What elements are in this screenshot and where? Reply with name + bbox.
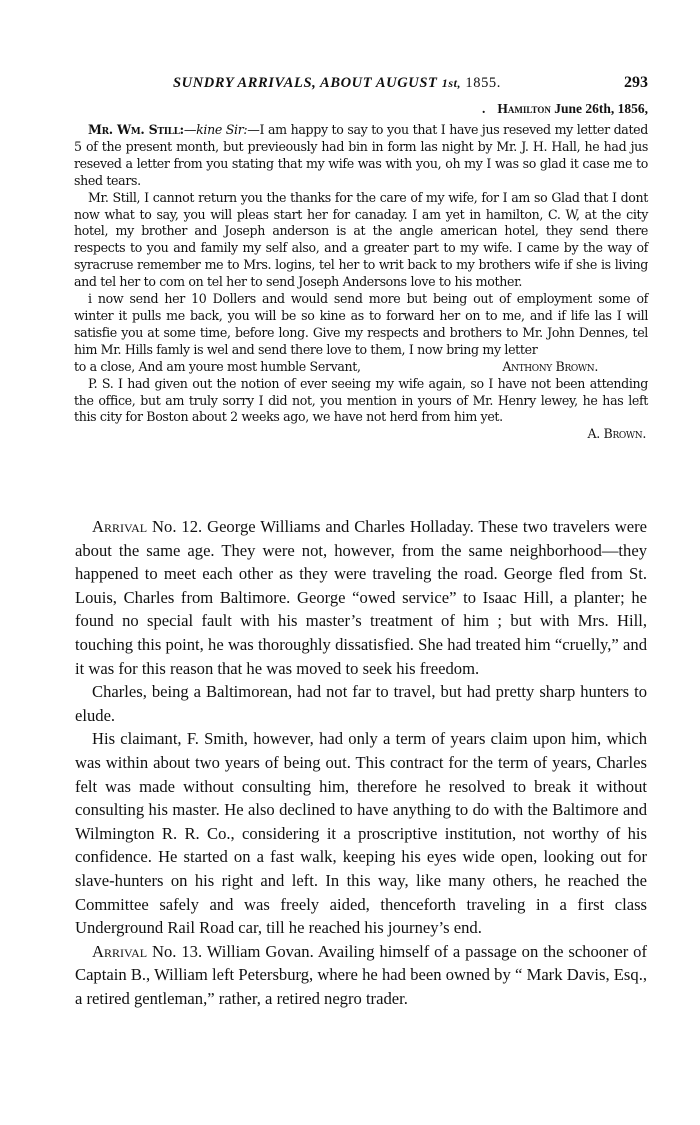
- page-number: 293: [624, 74, 648, 91]
- running-title-ordinal: 1st,: [441, 76, 462, 90]
- postscript: P. S. I had given out the notion of ever seeing my wife again, so I have not been attending the office, but am truly sorry I did not, you mention in yours of Mr. Henry lewey, he has left this city for Boston about 2 weeks ago, we have not herd from him yet.: [74, 375, 648, 425]
- salutation-separator: —: [183, 122, 197, 137]
- letter-dateline: [420, 100, 648, 118]
- charles-paragraph: Charles, being a Baltimorean, had not far to travel, but had pretty sharp hunters to elude.: [75, 682, 647, 725]
- salutation: Mr. Wm. Still:: [88, 122, 184, 137]
- claimant-paragraph: His claimant, F. Smith, however, had only a term of years claim upon him, which was within about two years of being out. This contract for the term of years, Charles felt was made without consulting him, therefore he resolved to break it without consulting his master. He also declined to have anything to do with the Baltimore and Wilmington R. R. Co., considering it a proscriptive institution, not worthy of his confidence. He started on a fast walk, keeping his eyes wide open, looking out for slave-hunters on his right and left. In this way, like many others, he reached the Committee safely and was freely aided, thenceforth traveling in a first class Underground Rail Road car, till he reached his journey’s end.: [75, 729, 647, 938]
- running-title: [173, 75, 501, 91]
- signature: Anthony Brown.: [502, 358, 598, 374]
- dateline-place: Hamilton: [497, 101, 551, 116]
- arrival-text: George Williams and Charles Holladay. These two travelers were about the same age. They were not, however, from the same neighborhood—they happened to meet each other as they were traveling the road. George fled from St. Louis, Charles from Baltimore. George “owed service” to Isaac Hill, a planter; he found no special fault with his master’s treatment of him ; but with Mrs. Hill, touching this point, he was thoroughly dissatisfied. She had treated him “cruelly,” and it was for this reason that he was moved to seek his freedom.: [75, 517, 648, 678]
- letter-block: [74, 122, 648, 443]
- closing-line: to a close, And am youre most humble Servant,: [74, 358, 361, 374]
- arrival-13-paragraph: [75, 940, 647, 1011]
- arrival-number: No. 12.: [152, 517, 203, 536]
- letter-paragraph: Mr. Still, I cannot return you the thanks for the care of my wife, for I am so Glad that I dont now what to say, you will pleas start her for canaday. I am yet in hamilton, C. W, at the city hotel, my brother and Joseph anderson is at the angle american hotel, they send there respects to you and family my self also, and a greater part to my wife. I came by the way of syracruse remember me to Mrs. logins, tel her to writ back to my brothers wife if she is living and tel her to com on tel her to send Joseph Andersons love to his mother.: [74, 189, 648, 290]
- letter-closing: [74, 359, 648, 376]
- postscript-signature: A. Brown.: [587, 426, 646, 442]
- kine-sir: kine Sir:: [196, 122, 248, 137]
- arrival-label: Arrival: [92, 941, 148, 961]
- body-text: [75, 515, 647, 1010]
- dateline-date: June 26th, 1856,: [554, 101, 648, 116]
- running-title-text: SUNDRY ARRIVALS, ABOUT AUGUST: [173, 75, 438, 91]
- letter-paragraph: i now send her 10 Dollers and would send more but being out of employment some of winter it pulls me back, you will be so kine as to forward her on to me, and if life las I will satisfie you at some time, before long. Give my respects and brothers to Mr. John Dennes, tel him Mr. Hills famly is wel and send there love to them, I now bring my letter: [74, 291, 648, 357]
- arrival-label: Arrival: [92, 517, 148, 536]
- running-title-year: 1855.: [465, 75, 501, 91]
- running-head: [173, 74, 648, 92]
- arrival-number: No. 13.: [152, 941, 203, 961]
- letter-paragraph-text: —I am happy to say to you that I have jus reseved my letter dated 5 of the present month, but previeously had bin in form las night by Mr. J. H. Hall, he had jus reseved a letter from you stating that my wife was with you, oh my I was so glad it case me to shed tears.: [74, 122, 648, 188]
- dateline-dot: .: [481, 101, 486, 116]
- arrival-text: William Govan. Availing himself of a passage on the schooner of Captain B., William left Petersburg, where he had been owned by “ Mark Davis, Esq., a retired gentleman,” rather, a retired negro trader.: [75, 941, 648, 1008]
- letter-paragraph: [74, 122, 648, 190]
- arrival-12-paragraph: [75, 515, 647, 680]
